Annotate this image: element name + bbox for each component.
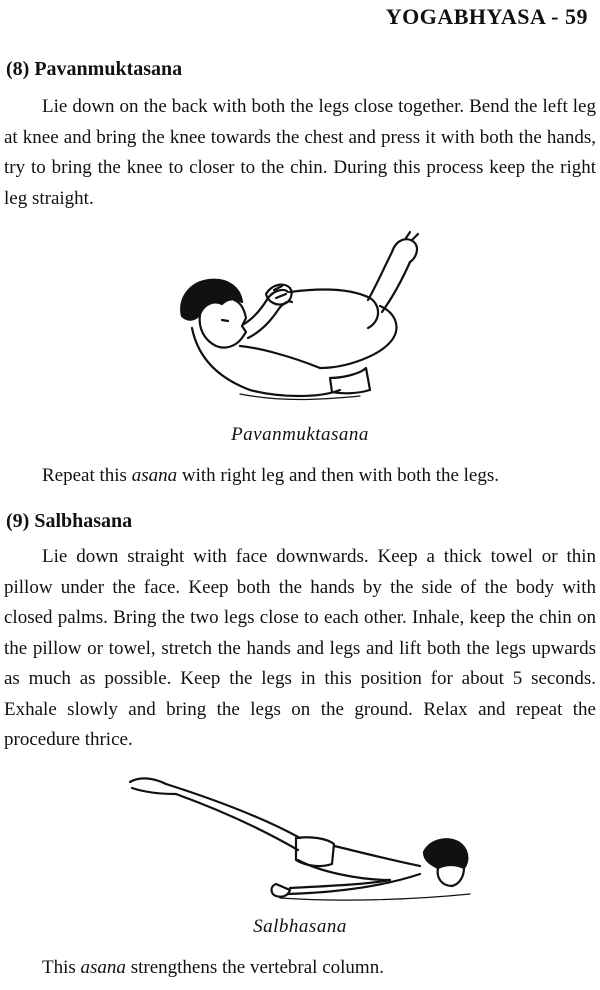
figure-caption-salbhasana: Salbhasana xyxy=(253,916,347,937)
section-title-pavanmuktasana: (8) Pavanmuktasana xyxy=(6,58,183,80)
note-text: Repeat this xyxy=(42,465,132,486)
note-text: strengthens the vertebral column. xyxy=(125,957,384,978)
note-emphasis: asana xyxy=(131,465,178,486)
note-text: with right leg and then with both the legs. xyxy=(177,465,500,486)
running-head: YOGABHYASA - 59 xyxy=(385,4,588,29)
salbhasana-illustration xyxy=(120,768,480,908)
section-title-salbhasana: (9) Salbhasana xyxy=(6,510,133,532)
section-note-salbhasana xyxy=(4,953,596,984)
pavanmuktasana-illustration xyxy=(170,228,430,413)
section-body-pavanmuktasana: Lie down on the back with both the legs close together. Bend the left leg at knee and bring the knee towards the chest and press it with both the hands, try to bring the knee to closer to the chin. During this process keep the right leg straight. xyxy=(4,96,596,209)
note-text: This xyxy=(42,957,81,978)
figure-caption-pavanmuktasana: Pavanmuktasana xyxy=(231,424,369,445)
section-body-salbhasana: Lie down straight with face downwards. Keep a thick towel or thin pillow under the face. Keep both the hands by the side of the body with closed palms. Bring the two legs close to each other. Inhale, keep the chin on the pillow or towel, stretch the hands and legs and lift both the legs upwards as much as possible. Keep the legs in this position for about 5 seconds. Exhale slowly and bring the legs on the ground. Relax and repeat the procedure thrice. xyxy=(4,546,596,750)
note-emphasis: asana xyxy=(80,957,126,978)
section-note-pavanmuktasana xyxy=(4,461,596,492)
